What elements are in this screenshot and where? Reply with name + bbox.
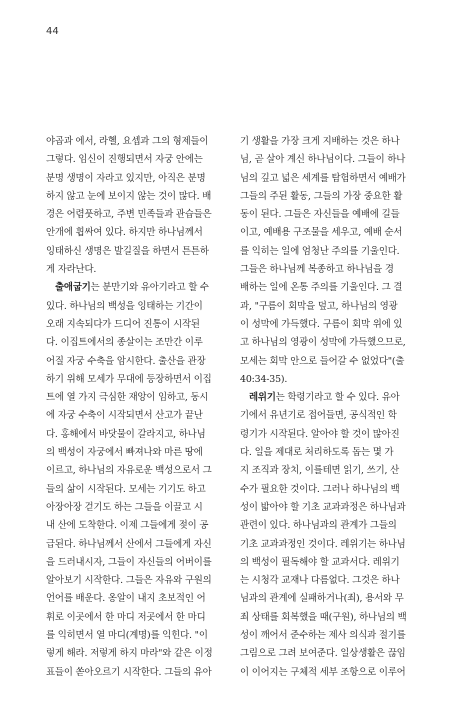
line-text: 성이 밟아야 할 기초 교과과정은 하나님과 <box>240 501 406 513</box>
line-text: 경은 어렴풋하고, 주변 민족들과 관습들은 <box>46 209 212 221</box>
line-text: 님, 곧 살아 계신 하나님이다. 그들이 하나 <box>240 154 406 166</box>
text-line <box>240 371 428 389</box>
line-text: 죄 상태를 회복했을 때(구원), 하나님의 백 <box>240 611 407 623</box>
line-text: 의 백성이 자궁에서 빠져나와 마른 땅에 <box>46 447 203 459</box>
text-line <box>46 426 234 444</box>
text-line <box>46 499 234 517</box>
text-line <box>46 170 234 188</box>
book-name: 레위기 <box>249 392 276 404</box>
text-line <box>240 517 428 535</box>
line-text: 수가 필요한 것이다. 그러나 하나님의 백 <box>240 483 400 495</box>
text-line <box>240 407 428 425</box>
line-text: 고 하나님의 영광이 성막에 가득했으므로, <box>240 337 406 349</box>
line-text: 기초 교과과정인 것이다. 레위기는 하나님 <box>240 538 406 550</box>
text-line <box>240 334 428 352</box>
text-line <box>240 353 428 371</box>
text-line <box>46 133 234 151</box>
text-line <box>240 462 428 480</box>
text-line <box>46 298 234 316</box>
line-text: 들의 삶이 시작된다. 모세는 기기도 하고 <box>46 483 206 495</box>
text-line <box>46 590 234 608</box>
text-line <box>240 389 428 407</box>
line-text: 내 산에 도착한다. 이제 그들에게 젖이 공 <box>46 520 209 532</box>
line-text: 하지 않고 눈에 보이지 않는 것이 많다. 배 <box>46 190 212 202</box>
line-text: 이 이어지는 구체적 세부 조항으로 이루어 <box>240 666 406 678</box>
text-line <box>240 243 428 261</box>
line-text: 배하는 일에 온통 주의를 기울인다. 그 결 <box>240 282 403 294</box>
line-text: 하기 위해 모세가 무대에 등장하면서 이집 <box>46 373 212 385</box>
text-line <box>240 499 428 517</box>
line-text: 있다. 하나님의 백성을 잉태하는 기간이 <box>46 300 203 312</box>
line-text: 안개에 휩싸여 있다. 하지만 하나님께서 <box>46 227 203 239</box>
text-line <box>240 590 428 608</box>
text-line <box>240 298 428 316</box>
text-line <box>46 572 234 590</box>
line-text: 야곱과 에서, 라헬, 요셉과 그의 형제들이 <box>46 136 209 147</box>
text-line <box>46 151 234 169</box>
text-line <box>46 224 234 242</box>
line-text: 모세는 회막 안으로 들어갈 수 없었다"(출 <box>240 355 405 367</box>
line-text: 트에 열 가지 극심한 재앙이 임하고, 동시 <box>46 392 209 404</box>
right-text-column <box>240 133 428 682</box>
text-line <box>46 627 234 645</box>
text-line <box>240 151 428 169</box>
book-name: 출애굽기 <box>55 282 91 294</box>
text-line <box>240 481 428 499</box>
text-line <box>46 554 234 572</box>
text-line <box>46 353 234 371</box>
line-text: 님의 깊고 넓은 세계를 탐험하면서 예배가 <box>240 172 406 184</box>
text-line <box>240 664 428 682</box>
line-text: 다. 일을 제대로 처리하도록 돕는 몇 가 <box>240 447 394 459</box>
text-line <box>240 261 428 279</box>
text-line <box>240 279 428 297</box>
text-line <box>46 261 234 279</box>
line-text: 이르고, 하나님의 자유로운 백성으로서 그 <box>46 465 212 477</box>
line-text: 를 익히는 일에 엄청난 주의를 기울인다. <box>240 245 400 257</box>
text-line <box>240 206 428 224</box>
line-text: 그렇다. 임신이 진행되면서 자궁 안에는 <box>46 154 203 166</box>
text-line <box>46 206 234 224</box>
text-line <box>240 133 428 151</box>
line-text: 이고, 예배용 구조물을 세우고, 예배 순서 <box>240 227 403 239</box>
line-text: 휘로 이곳에서 한 마디 저곳에서 한 마디 <box>46 611 206 623</box>
text-line <box>46 462 234 480</box>
line-text: 기에서 유년기로 접어들면, 공식적인 학 <box>240 410 397 422</box>
line-text: 님과의 관계에 실패하거나(죄), 용서와 무 <box>240 593 404 605</box>
line-text: 아장아장 걷기도 하는 그들을 이끌고 시 <box>46 501 203 513</box>
text-line <box>240 188 428 206</box>
line-text: 동이 된다. 그들은 자신들을 예배에 길들 <box>240 209 400 221</box>
line-text: 과, "구름이 회막을 덮고, 하나님의 영광 <box>240 300 398 312</box>
left-text-column <box>46 133 234 682</box>
line-text: 급된다. 하나님께서 산에서 그들에게 자신 <box>46 538 212 550</box>
line-text: 잉태하신 생명은 발길질을 하면서 튼튼하 <box>46 245 209 257</box>
line-text: 이 성막에 가득했다. 구름이 회막 위에 있 <box>240 318 403 330</box>
text-line <box>240 316 428 334</box>
text-line <box>46 645 234 663</box>
text-line <box>240 609 428 627</box>
text-line <box>46 609 234 627</box>
text-line <box>240 627 428 645</box>
line-text: 령기가 시작된다. 알아야 할 것이 많아진 <box>240 428 400 440</box>
line-text: 성이 깨어서 준수하는 제사 의식과 절기를 <box>240 630 406 642</box>
line-text: 다. 홍해에서 바닷물이 갈라지고, 하나님 <box>46 428 206 440</box>
text-line <box>240 170 428 188</box>
line-text: 을 드러내시자, 그들이 자신들의 어버이를 <box>46 556 212 568</box>
text-line <box>240 554 428 572</box>
line-text: 40:34-35). <box>240 373 288 385</box>
text-line <box>46 334 234 352</box>
text-line <box>240 645 428 663</box>
text-line <box>46 536 234 554</box>
text-line <box>46 371 234 389</box>
line-text: 를 익히면서 열 마디(계명)를 익힌다. "이 <box>46 630 208 642</box>
text-line <box>46 517 234 535</box>
line-text: 어질 자궁 수축을 암시한다. 출산을 관장 <box>46 355 206 367</box>
line-text: 표들이 쏟아오르기 시작한다. 그들의 유아 <box>46 666 212 678</box>
text-line <box>46 316 234 334</box>
text-line <box>240 426 428 444</box>
text-line <box>46 243 234 261</box>
line-text: 는 시청각 교재나 다름없다. 그것은 하나 <box>240 575 400 587</box>
text-line <box>240 444 428 462</box>
text-line <box>240 536 428 554</box>
line-text: 그들은 하나님께 복종하고 하나님을 경 <box>240 264 394 276</box>
line-text: 그들의 주된 활동, 그들의 가장 중요한 활 <box>240 190 403 202</box>
line-text: 언어를 배운다. 옹알이 내지 초보적인 어 <box>46 593 206 605</box>
text-line <box>46 481 234 499</box>
page-number: 44 <box>46 26 59 37</box>
line-text: 지 조직과 장치, 이를테면 읽기, 쓰기, 산 <box>240 465 400 477</box>
line-text: 는 분만기와 유아기라고 할 수 <box>90 282 209 294</box>
text-line <box>46 389 234 407</box>
line-text: 에 자궁 수축이 시작되면서 산고가 끝난 <box>46 410 203 422</box>
line-text: 의 백성이 필독해야 할 교과서다. 레위기 <box>240 556 400 568</box>
line-text: 관련이 있다. 하나님과의 관계가 그들의 <box>240 520 397 532</box>
line-text: 다. 이집트에서의 종살이는 조만간 이루 <box>46 337 203 349</box>
line-text: 분명 생명이 자라고 있지만, 아직은 분명 <box>46 172 206 184</box>
text-line <box>240 224 428 242</box>
line-text: 그림으로 그려 보여준다. 일상생활은 끊임 <box>240 648 406 660</box>
text-line <box>46 279 234 297</box>
text-line <box>46 664 234 682</box>
line-text: 기 생활을 가장 크게 지배하는 것은 하나 <box>240 136 400 147</box>
line-text: 오래 지속되다가 드디어 진통이 시작된 <box>46 318 200 330</box>
line-text: 는 학령기라고 할 수 있다. 유아 <box>275 392 400 404</box>
line-text: 게 자라난다. <box>46 264 97 276</box>
text-line <box>240 572 428 590</box>
line-text: 렇게 해라. 저렇게 하지 마라"와 같은 이정 <box>46 648 213 660</box>
line-text: 알아보기 시작한다. 그들은 자유와 구원의 <box>46 575 212 587</box>
text-line <box>46 444 234 462</box>
text-line <box>46 407 234 425</box>
text-line <box>46 188 234 206</box>
